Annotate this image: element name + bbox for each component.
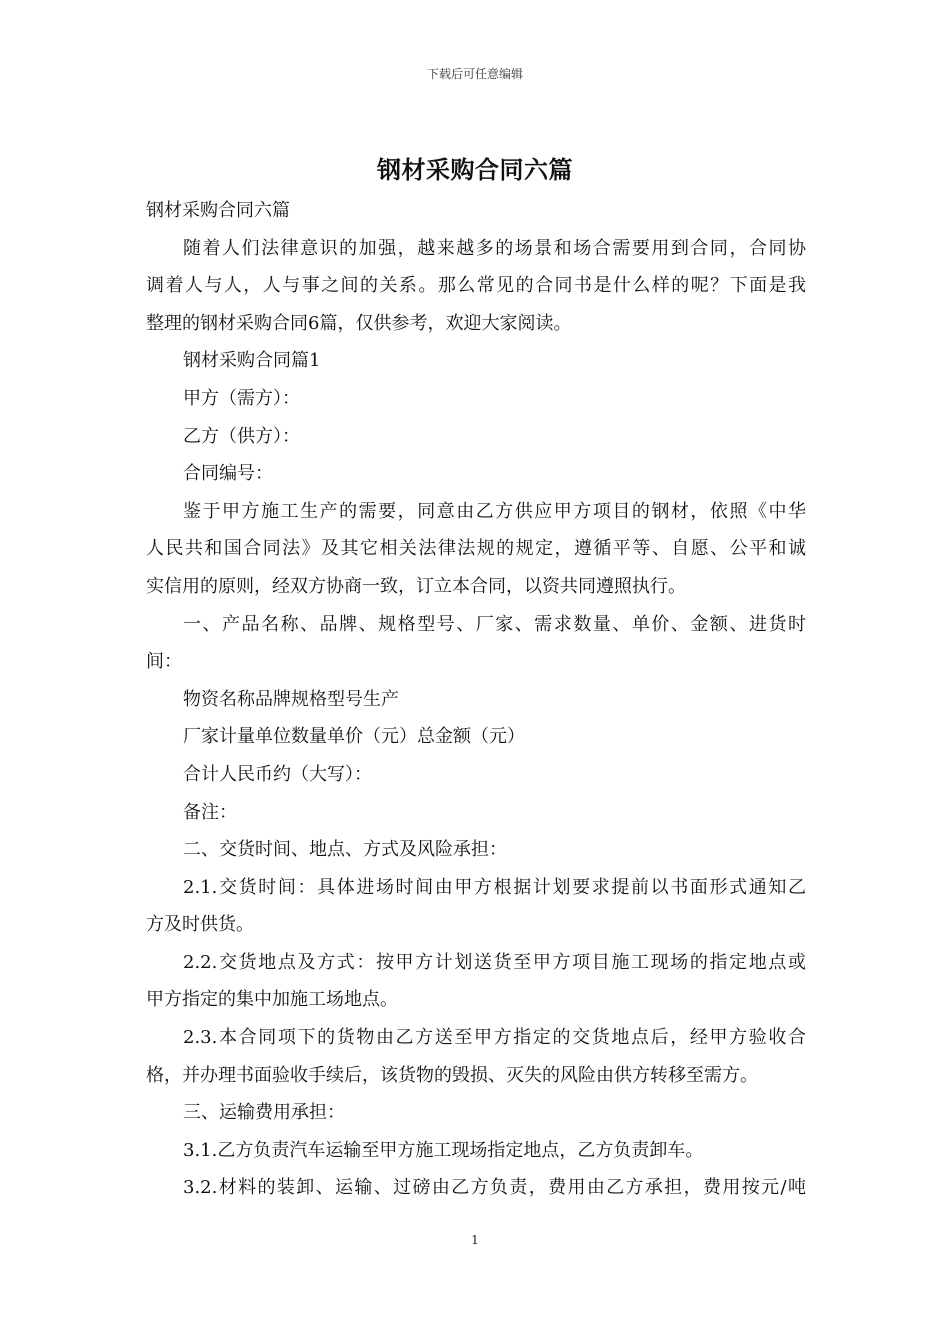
document-title: 钢材采购合同六篇: [377, 156, 573, 184]
body-line: 合同编号：: [183, 463, 273, 485]
body-line: 备注：: [183, 801, 237, 823]
body-line: 三、运输费用承担：: [183, 1102, 345, 1124]
body-line: 人民共和国合同法》及其它相关法律法规的规定，遵循平等、自愿、公平和诚: [146, 538, 806, 560]
body-line: 甲方指定的集中加施工场地点。: [146, 989, 398, 1011]
section-heading: 钢材采购合同篇1: [183, 350, 321, 372]
body-line: 整理的钢材采购合同6篇，仅供参考，欢迎大家阅读。: [146, 312, 572, 334]
body-line: 格，并办理书面验收手续后，该货物的毁损、灭失的风险由供方转移至需方。: [146, 1064, 758, 1086]
body-line: 合计人民币约（大写）：: [183, 763, 372, 785]
body-line: 甲方（需方）：: [183, 387, 300, 409]
body-line: 2.3.本合同项下的货物由乙方送至甲方指定的交货地点后，经甲方验收合: [183, 1027, 806, 1049]
page-number: 1: [471, 1233, 479, 1247]
body-line: 乙方（供方）：: [183, 425, 300, 447]
body-line: 厂家计量单位数量单价（元）总金额（元）: [183, 726, 525, 748]
body-line: 实信用的原则，经双方协商一致，订立本合同，以资共同遵照执行。: [146, 575, 686, 597]
body-line: 物资名称品牌规格型号生产: [183, 688, 399, 710]
body-line: 钢材采购合同六篇: [146, 200, 290, 221]
body-line: 方及时供货。: [146, 914, 254, 936]
body-line: 3.1.乙方负责汽车运输至甲方施工现场指定地点，乙方负责卸车。: [183, 1139, 704, 1161]
body-line: 一、产品名称、品牌、规格型号、厂家、需求数量、单价、金额、进货时: [183, 613, 806, 635]
body-line: 2.1.交货时间：具体进场时间由甲方根据计划要求提前以书面形式通知乙: [183, 876, 806, 898]
body-line: 2.2.交货地点及方式：按甲方计划送货至甲方项目施工现场的指定地点或: [183, 951, 806, 973]
page-header-note: 下载后可任意编辑: [426, 67, 523, 81]
body-line: 鉴于甲方施工生产的需要，同意由乙方供应甲方项目的钢材，依照《中华: [183, 500, 806, 522]
body-line: 调着人与人，人与事之间的关系。那么常见的合同书是什么样的呢？下面是我: [146, 275, 806, 297]
body-line: 随着人们法律意识的加强，越来越多的场景和场合需要用到合同，合同协: [183, 237, 806, 259]
body-line: 间：: [146, 651, 182, 673]
body-line: 二、交货时间、地点、方式及风险承担：: [183, 839, 507, 861]
document-body: [146, 192, 806, 1207]
body-line: 3.2.材料的装卸、运输、过磅由乙方负责，费用由乙方承担，费用按元/吨: [183, 1177, 806, 1199]
